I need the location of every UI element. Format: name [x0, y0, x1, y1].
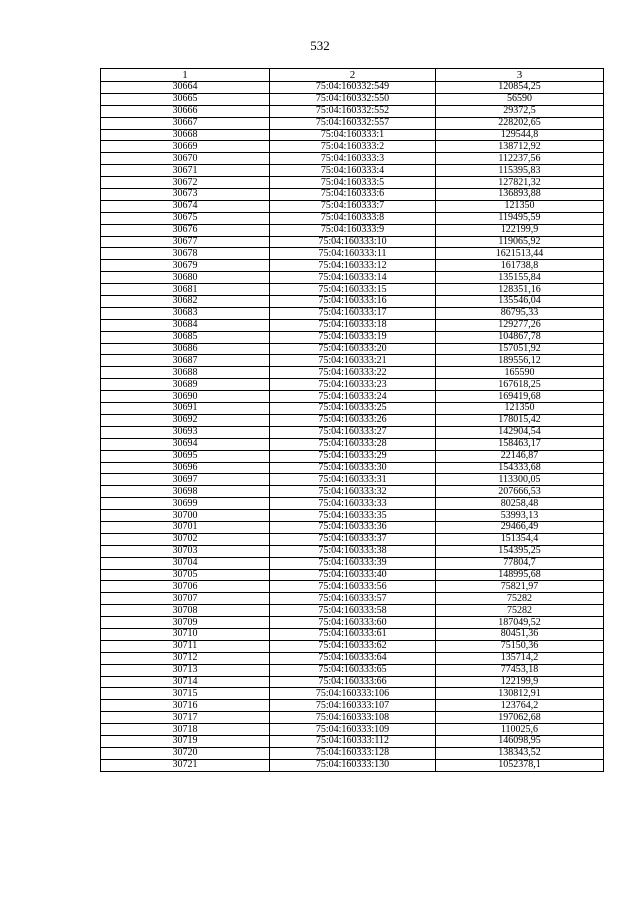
table-row: [101, 331, 604, 343]
row-number-cell: 30678: [101, 248, 270, 260]
table-row: [101, 153, 604, 165]
table-header: [101, 69, 604, 82]
table-row: [101, 617, 604, 629]
table-row: [101, 593, 604, 605]
value-cell: 130812,91: [436, 688, 604, 700]
cadastral-number-cell: 75:04:160333:8: [270, 212, 436, 224]
table-row: [101, 93, 604, 105]
value-cell: 112237,56: [436, 153, 604, 165]
value-cell: 135714,2: [436, 652, 604, 664]
cadastral-number-cell: 75:04:160333:5: [270, 177, 436, 189]
cadastral-number-cell: 75:04:160333:128: [270, 747, 436, 759]
page-number: 532: [310, 38, 330, 53]
row-number-cell: 30677: [101, 236, 270, 248]
row-number-cell: 30712: [101, 652, 270, 664]
cadastral-number-cell: 75:04:160333:31: [270, 474, 436, 486]
row-number-cell: 30691: [101, 403, 270, 415]
row-number-cell: 30695: [101, 450, 270, 462]
cadastral-number-cell: 75:04:160333:130: [270, 759, 436, 771]
value-cell: 1621513,44: [436, 248, 604, 260]
value-cell: 115395,83: [436, 165, 604, 177]
value-cell: 189556,12: [436, 355, 604, 367]
cadastral-number-cell: 75:04:160333:29: [270, 450, 436, 462]
table-row: [101, 248, 604, 260]
table-body: [101, 82, 604, 772]
cadastral-number-cell: 75:04:160333:64: [270, 652, 436, 664]
cadastral-number-cell: 75:04:160333:28: [270, 438, 436, 450]
table-row: [101, 462, 604, 474]
cadastral-number-cell: 75:04:160333:1: [270, 129, 436, 141]
row-number-cell: 30685: [101, 331, 270, 343]
table-row: [101, 117, 604, 129]
value-cell: 77804,7: [436, 557, 604, 569]
cadastral-number-cell: 75:04:160333:66: [270, 676, 436, 688]
row-number-cell: 30718: [101, 724, 270, 736]
table-row: [101, 759, 604, 771]
row-number-cell: 30682: [101, 296, 270, 308]
value-cell: 122199,9: [436, 224, 604, 236]
value-cell: 148995,68: [436, 569, 604, 581]
value-cell: 104867,78: [436, 331, 604, 343]
row-number-cell: 30684: [101, 319, 270, 331]
table-row: [101, 735, 604, 747]
table-row: [101, 165, 604, 177]
row-number-cell: 30693: [101, 426, 270, 438]
value-cell: 53993,13: [436, 510, 604, 522]
cadastral-number-cell: 75:04:160333:14: [270, 272, 436, 284]
cadastral-number-cell: 75:04:160333:23: [270, 379, 436, 391]
row-number-cell: 30666: [101, 105, 270, 117]
row-number-cell: 30709: [101, 617, 270, 629]
cadastral-number-cell: 75:04:160333:22: [270, 367, 436, 379]
row-number-cell: 30672: [101, 177, 270, 189]
row-number-cell: 30704: [101, 557, 270, 569]
value-cell: 80258,48: [436, 498, 604, 510]
table-row: [101, 414, 604, 426]
row-number-cell: 30720: [101, 747, 270, 759]
value-cell: 146098,95: [436, 735, 604, 747]
row-number-cell: 30716: [101, 700, 270, 712]
table-row: [101, 652, 604, 664]
value-cell: 207666,53: [436, 486, 604, 498]
row-number-cell: 30671: [101, 165, 270, 177]
cadastral-number-cell: 75:04:160333:15: [270, 284, 436, 296]
row-number-cell: 30721: [101, 759, 270, 771]
value-cell: 29372,5: [436, 105, 604, 117]
value-cell: 1052378,1: [436, 759, 604, 771]
row-number-cell: 30707: [101, 593, 270, 605]
cadastral-number-cell: 75:04:160333:60: [270, 617, 436, 629]
value-cell: 136893,88: [436, 189, 604, 201]
data-table: [100, 68, 604, 772]
row-number-cell: 30690: [101, 391, 270, 403]
table-row: [101, 640, 604, 652]
row-number-cell: 30698: [101, 486, 270, 498]
cadastral-number-cell: 75:04:160332:552: [270, 105, 436, 117]
row-number-cell: 30675: [101, 212, 270, 224]
table-row: [101, 355, 604, 367]
table-row: [101, 569, 604, 581]
table-row: [101, 724, 604, 736]
cadastral-number-cell: 75:04:160333:27: [270, 426, 436, 438]
cadastral-number-cell: 75:04:160333:7: [270, 200, 436, 212]
cadastral-number-cell: 75:04:160333:11: [270, 248, 436, 260]
table-row: [101, 510, 604, 522]
cadastral-number-cell: 75:04:160333:57: [270, 593, 436, 605]
column-header: 3: [436, 69, 604, 82]
value-cell: 127821,32: [436, 177, 604, 189]
table-row: [101, 605, 604, 617]
row-number-cell: 30679: [101, 260, 270, 272]
value-cell: 120854,25: [436, 82, 604, 94]
cadastral-number-cell: 75:04:160333:62: [270, 640, 436, 652]
table-row: [101, 129, 604, 141]
row-number-cell: 30665: [101, 93, 270, 105]
row-number-cell: 30669: [101, 141, 270, 153]
cadastral-number-cell: 75:04:160333:37: [270, 533, 436, 545]
value-cell: 161738,8: [436, 260, 604, 272]
table-row: [101, 177, 604, 189]
cadastral-number-cell: 75:04:160333:2: [270, 141, 436, 153]
table-row: [101, 212, 604, 224]
cadastral-number-cell: 75:04:160333:9: [270, 224, 436, 236]
value-cell: 75821,97: [436, 581, 604, 593]
table-row: [101, 498, 604, 510]
value-cell: 158463,17: [436, 438, 604, 450]
cadastral-number-cell: 75:04:160333:109: [270, 724, 436, 736]
value-cell: 77453,18: [436, 664, 604, 676]
row-number-cell: 30701: [101, 521, 270, 533]
table-row: [101, 260, 604, 272]
table-row: [101, 664, 604, 676]
row-number-cell: 30676: [101, 224, 270, 236]
value-cell: 80451,36: [436, 628, 604, 640]
row-number-cell: 30719: [101, 735, 270, 747]
value-cell: 157051,92: [436, 343, 604, 355]
row-number-cell: 30710: [101, 628, 270, 640]
row-number-cell: 30674: [101, 200, 270, 212]
value-cell: 121350: [436, 200, 604, 212]
column-header: 1: [101, 69, 270, 82]
value-cell: 129544,8: [436, 129, 604, 141]
value-cell: 135155,84: [436, 272, 604, 284]
cadastral-number-cell: 75:04:160333:32: [270, 486, 436, 498]
row-number-cell: 30717: [101, 712, 270, 724]
table-row: [101, 105, 604, 117]
table-row: [101, 557, 604, 569]
cadastral-number-cell: 75:04:160333:108: [270, 712, 436, 724]
table-row: [101, 700, 604, 712]
table-row: [101, 676, 604, 688]
table-row: [101, 533, 604, 545]
cadastral-number-cell: 75:04:160333:10: [270, 236, 436, 248]
value-cell: 165590: [436, 367, 604, 379]
row-number-cell: 30673: [101, 189, 270, 201]
row-number-cell: 30702: [101, 533, 270, 545]
row-number-cell: 30686: [101, 343, 270, 355]
cadastral-number-cell: 75:04:160333:33: [270, 498, 436, 510]
cadastral-number-cell: 75:04:160333:106: [270, 688, 436, 700]
cadastral-number-cell: 75:04:160333:18: [270, 319, 436, 331]
cadastral-number-cell: 75:04:160332:549: [270, 82, 436, 94]
value-cell: 121350: [436, 403, 604, 415]
cadastral-number-cell: 75:04:160333:24: [270, 391, 436, 403]
cadastral-number-cell: 75:04:160333:12: [270, 260, 436, 272]
column-header: 2: [270, 69, 436, 82]
row-number-cell: 30703: [101, 545, 270, 557]
row-number-cell: 30706: [101, 581, 270, 593]
cadastral-number-cell: 75:04:160332:550: [270, 93, 436, 105]
cadastral-number-cell: 75:04:160333:39: [270, 557, 436, 569]
value-cell: 154333,68: [436, 462, 604, 474]
value-cell: 129277,26: [436, 319, 604, 331]
table-row: [101, 403, 604, 415]
row-number-cell: 30670: [101, 153, 270, 165]
cadastral-number-cell: 75:04:160333:40: [270, 569, 436, 581]
table-row: [101, 486, 604, 498]
value-cell: 29466,49: [436, 521, 604, 533]
cadastral-number-cell: 75:04:160333:3: [270, 153, 436, 165]
table-row: [101, 236, 604, 248]
table-row: [101, 319, 604, 331]
row-number-cell: 30713: [101, 664, 270, 676]
table-row: [101, 712, 604, 724]
value-cell: 138712,92: [436, 141, 604, 153]
row-number-cell: 30687: [101, 355, 270, 367]
cadastral-number-cell: 75:04:160333:107: [270, 700, 436, 712]
cadastral-number-cell: 75:04:160333:38: [270, 545, 436, 557]
table-row: [101, 747, 604, 759]
row-number-cell: 30696: [101, 462, 270, 474]
cadastral-number-cell: 75:04:160333:112: [270, 735, 436, 747]
cadastral-number-cell: 75:04:160332:557: [270, 117, 436, 129]
table-row: [101, 141, 604, 153]
row-number-cell: 30694: [101, 438, 270, 450]
cadastral-number-cell: 75:04:160333:6: [270, 189, 436, 201]
table-row: [101, 200, 604, 212]
value-cell: 75282: [436, 593, 604, 605]
value-cell: 75150,36: [436, 640, 604, 652]
cadastral-number-cell: 75:04:160333:36: [270, 521, 436, 533]
row-number-cell: 30715: [101, 688, 270, 700]
value-cell: 142904,54: [436, 426, 604, 438]
value-cell: 154395,25: [436, 545, 604, 557]
row-number-cell: 30699: [101, 498, 270, 510]
row-number-cell: 30711: [101, 640, 270, 652]
value-cell: 56590: [436, 93, 604, 105]
cadastral-number-cell: 75:04:160333:30: [270, 462, 436, 474]
value-cell: 169419,68: [436, 391, 604, 403]
cadastral-number-cell: 75:04:160333:20: [270, 343, 436, 355]
cadastral-number-cell: 75:04:160333:4: [270, 165, 436, 177]
value-cell: 123764,2: [436, 700, 604, 712]
table-row: [101, 426, 604, 438]
table-row: [101, 367, 604, 379]
cadastral-number-cell: 75:04:160333:58: [270, 605, 436, 617]
value-cell: 110025,6: [436, 724, 604, 736]
table-row: [101, 688, 604, 700]
table-row: [101, 272, 604, 284]
table-row: [101, 82, 604, 94]
table-row: [101, 438, 604, 450]
cadastral-number-cell: 75:04:160333:17: [270, 307, 436, 319]
value-cell: 119495,59: [436, 212, 604, 224]
value-cell: 119065,92: [436, 236, 604, 248]
table-row: [101, 474, 604, 486]
table-row: [101, 224, 604, 236]
value-cell: 135546,04: [436, 296, 604, 308]
value-cell: 128351,16: [436, 284, 604, 296]
cadastral-number-cell: 75:04:160333:19: [270, 331, 436, 343]
table-row: [101, 581, 604, 593]
row-number-cell: 30700: [101, 510, 270, 522]
value-cell: 113300,05: [436, 474, 604, 486]
row-number-cell: 30683: [101, 307, 270, 319]
table-row: [101, 391, 604, 403]
table-row: [101, 189, 604, 201]
value-cell: 187049,52: [436, 617, 604, 629]
cadastral-number-cell: 75:04:160333:25: [270, 403, 436, 415]
cadastral-number-cell: 75:04:160333:16: [270, 296, 436, 308]
value-cell: 167618,25: [436, 379, 604, 391]
value-cell: 178015,42: [436, 414, 604, 426]
row-number-cell: 30688: [101, 367, 270, 379]
row-number-cell: 30689: [101, 379, 270, 391]
row-number-cell: 30667: [101, 117, 270, 129]
table-row: [101, 379, 604, 391]
table-row: [101, 545, 604, 557]
value-cell: 75282: [436, 605, 604, 617]
row-number-cell: 30681: [101, 284, 270, 296]
row-number-cell: 30714: [101, 676, 270, 688]
table-row: [101, 307, 604, 319]
row-number-cell: 30680: [101, 272, 270, 284]
table-row: [101, 343, 604, 355]
value-cell: 228202,65: [436, 117, 604, 129]
row-number-cell: 30692: [101, 414, 270, 426]
table-row: [101, 628, 604, 640]
cadastral-number-cell: 75:04:160333:35: [270, 510, 436, 522]
value-cell: 122199,9: [436, 676, 604, 688]
value-cell: 151354,4: [436, 533, 604, 545]
cadastral-number-cell: 75:04:160333:56: [270, 581, 436, 593]
row-number-cell: 30697: [101, 474, 270, 486]
table-row: [101, 284, 604, 296]
cadastral-number-cell: 75:04:160333:65: [270, 664, 436, 676]
table-row: [101, 450, 604, 462]
table-row: [101, 296, 604, 308]
value-cell: 86795,33: [436, 307, 604, 319]
cadastral-number-cell: 75:04:160333:21: [270, 355, 436, 367]
header-row: [101, 69, 604, 82]
value-cell: 22146,87: [436, 450, 604, 462]
row-number-cell: 30705: [101, 569, 270, 581]
cadastral-number-cell: 75:04:160333:61: [270, 628, 436, 640]
row-number-cell: 30664: [101, 82, 270, 94]
cadastral-number-cell: 75:04:160333:26: [270, 414, 436, 426]
value-cell: 138343,52: [436, 747, 604, 759]
table-row: [101, 521, 604, 533]
row-number-cell: 30708: [101, 605, 270, 617]
row-number-cell: 30668: [101, 129, 270, 141]
value-cell: 197062,68: [436, 712, 604, 724]
